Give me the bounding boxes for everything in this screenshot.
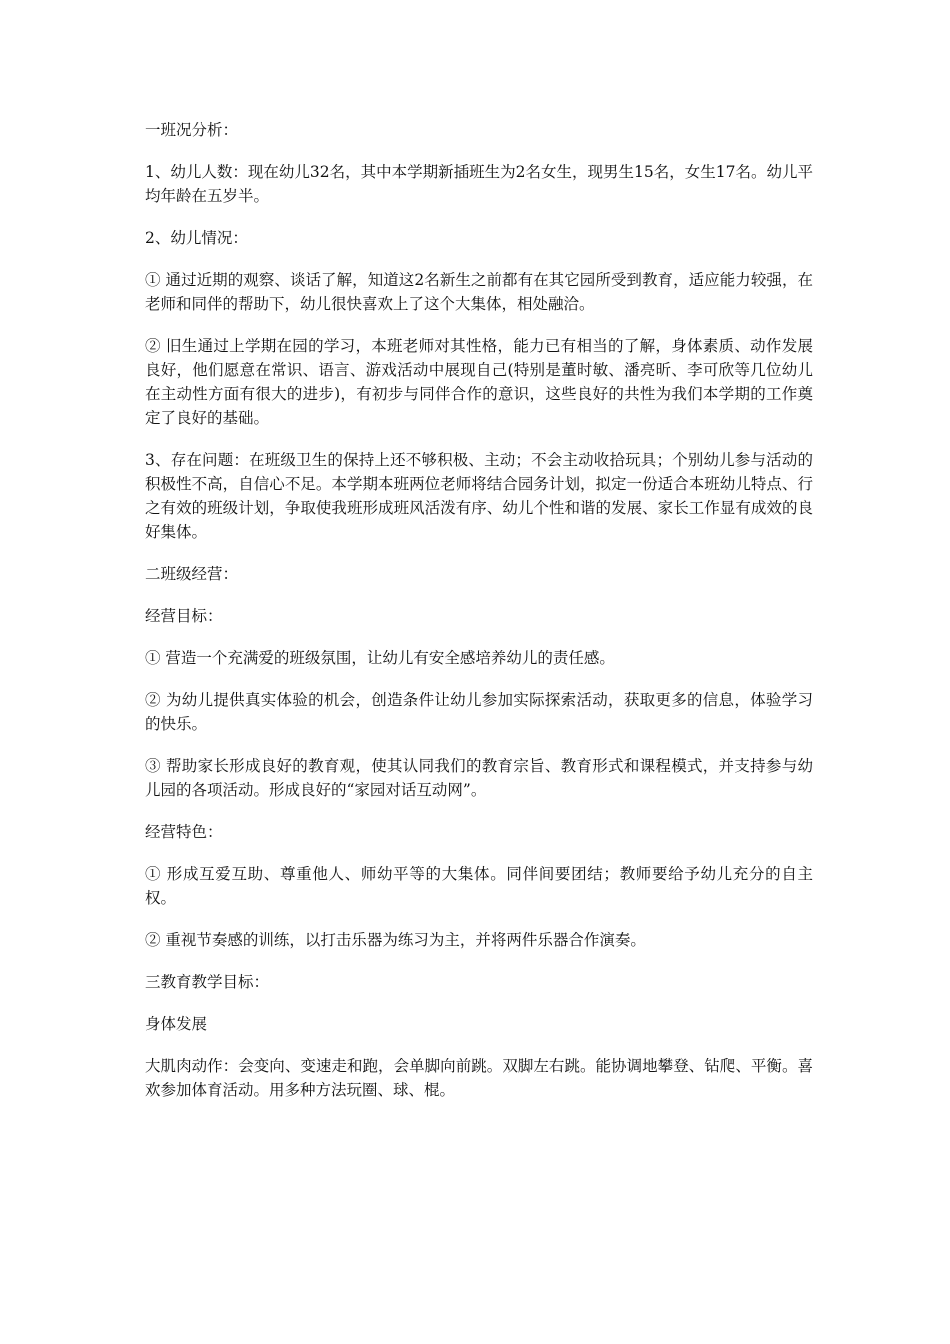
paragraph-new-students: ① 通过近期的观察、谈话了解，知道这2名新生之前都有在其它园所受到教育，适应能力较强，在老师和同伴的帮助下，幼儿很快喜欢上了这个大集体，相处融洽。 [145,271,813,313]
paragraph-child-count: 1、幼儿人数：现在幼儿32名，其中本学期新插班生为2名女生，现男生15名，女生17名。幼儿平均年龄在五岁半。 [145,163,813,205]
list-item-feature-1: ① 形成互爱互助、尊重他人、师幼平等的大集体。同伴间要团结；教师要给予幼儿充分的自主权。 [145,865,813,907]
subheading-management-features: 经营特色： [145,823,223,841]
paragraph-existing-problems: 3、存在问题：在班级卫生的保持上还不够积极、主动；不会主动收拾玩具；个别幼儿参与活动的积极性不高，自信心不足。本学期本班两位老师将结合园务计划，拟定一份适合本班幼儿特点、行之有效的班级计划，争取使我班形成班风活泼有序、幼儿个性和谐的发展、家长工作显有成效的良好集体。 [145,451,813,541]
section-heading-teaching-goals: 三教育教学目标： [145,973,270,991]
list-item-goal-3: ③ 帮助家长形成良好的教育观，使其认同我们的教育宗旨、教育形式和课程模式，并支持参与幼儿园的各项活动。形成良好的“家园对话互动网”。 [145,757,813,799]
list-item-goal-2: ② 为幼儿提供真实体验的机会，创造条件让幼儿参加实际探索活动，获取更多的信息，体验学习的快乐。 [145,691,813,733]
section-heading-class-analysis: 一班况分析： [145,121,239,139]
paragraph-gross-motor: 大肌肉动作：会变向、变速走和跑，会单脚向前跳。双脚左右跳。能协调地攀登、钻爬、平衡。喜欢参加体育活动。用多种方法玩圈、球、棍。 [145,1057,813,1099]
list-item-goal-1: ① 营造一个充满爱的班级氛围，让幼儿有安全感培养幼儿的责任感。 [145,649,615,667]
document-body [145,118,813,1120]
subheading-child-situation: 2、幼儿情况： [145,229,248,247]
paragraph-returning-students: ② 旧生通过上学期在园的学习，本班老师对其性格，能力已有相当的了解，身体素质、动作发展良好，他们愿意在常识、语言、游戏活动中展现自己(特别是董时敏、潘亮昕、李可欣等几位幼儿在主动性方面有很大的进步)，有初步与同伴合作的意识，这些良好的共性为我们本学期的工作奠定了良好的基础。 [145,337,813,427]
subheading-physical-development: 身体发展 [145,1015,208,1033]
subheading-management-goals: 经营目标： [145,607,223,625]
section-heading-class-management: 二班级经营： [145,565,239,583]
list-item-feature-2: ② 重视节奏感的训练，以打击乐器为练习为主，并将两件乐器合作演奏。 [145,931,646,949]
